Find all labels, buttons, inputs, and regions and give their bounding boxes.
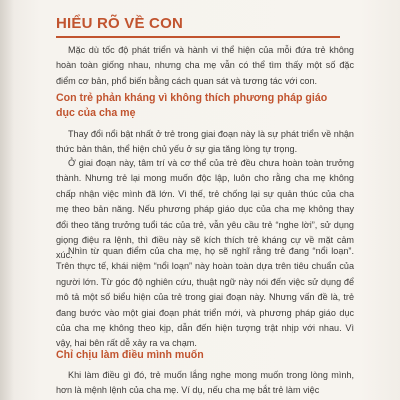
section-title: HIỂU RÕ VỀ CON: [56, 15, 183, 32]
paragraph-rebellion: Nhìn từ quan điểm của cha mẹ, họ sẽ nghĩ rằng trẻ đang “nổi loạn”. Trên thực tế, khái niệm “nổi loạn” này hoàn toàn dựa trên tiêu chuẩn của người lớn. Từ góc độ nghiên cứu, thuật ngữ này nói đến việc sử dụng để mô tả một số biểu hiện của trẻ trong giai đoạn này. Nhưng vấn đề là, trẻ đang bước vào một giai đoạn phát triển mới, và phương pháp giáo dục của cha mẹ không theo kịp, dẫn đến hiện tượng trật nhịp với nhau. Vì vậy, hai bên rất dễ xảy ra va chạm.: [56, 246, 354, 349]
paragraph-self-awareness: Thay đổi nổi bật nhất ở trẻ trong giai đoạn này là sự phát triển về nhận thức bản thân, thể hiện chủ yếu ở sự gia tăng lòng tự trọng.: [56, 129, 354, 155]
subheading-own-will: Chỉ chịu làm điều mình muốn: [56, 349, 204, 361]
subheading-resistance: Con trẻ phản kháng vì không thích phương pháp giáo dục của cha mẹ: [56, 92, 328, 119]
book-spine-shadow: [0, 0, 14, 400]
paragraph-own-will: Khi làm điều gì đó, trẻ muốn lắng nghe mong muốn trong lòng mình, hơn là mệnh lệnh của cha mẹ. Ví dụ, nếu cha mẹ bắt trẻ làm việc: [56, 370, 354, 396]
paragraph-independence: Ở giai đoạn này, tâm trí và cơ thể của trẻ đều chưa hoàn toàn trưởng thành. Nhưng trẻ lại mong muốn độc lập, luôn cho rằng cha mẹ không chấp nhận việc mình đã lớn. Vì thế, trẻ chống lại sự quản thúc của cha mẹ theo bản năng. Nếu phương pháp giáo dục của cha mẹ không thay đổi theo tăng trưởng tuổi tác của trẻ, vẫn yêu cầu trẻ “nghe lời”, sử dụng giọng điệu ra lệnh, thì điều này sẽ kích thích trẻ kháng cự về mặt cảm xúc.: [56, 158, 354, 261]
title-underline: [56, 36, 340, 38]
paragraph-intro: Mặc dù tốc độ phát triển và hành vi thể hiện của mỗi đứa trẻ không hoàn toàn giống nhau, nhưng cha mẹ vẫn có thể tìm thấy một số đặc điểm cơ bản, phổ biến bằng cách quan sát và tương tác với con.: [56, 45, 354, 86]
